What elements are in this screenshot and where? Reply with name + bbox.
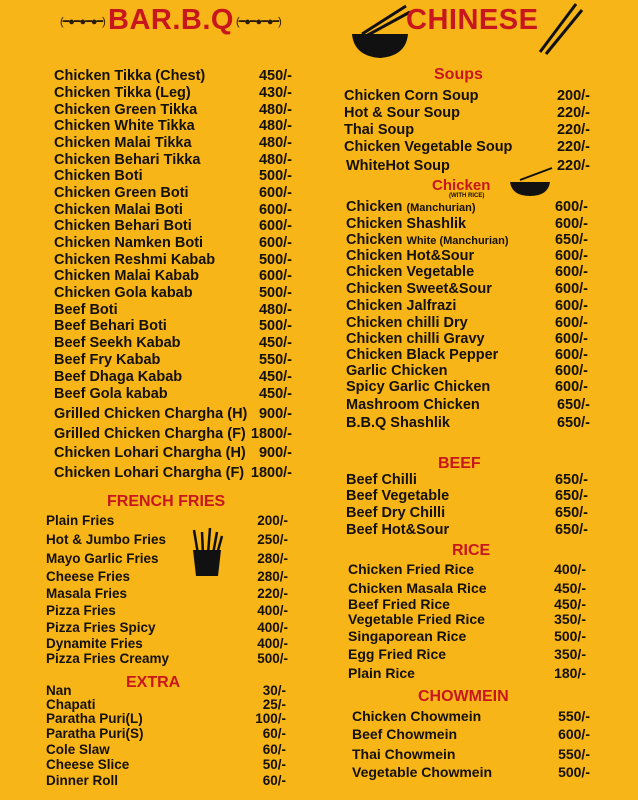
beef-item: [346, 522, 588, 538]
item-price: 600/-: [554, 248, 588, 264]
item-price: 650/-: [554, 472, 588, 488]
item-name: Cheese Fries: [46, 569, 131, 584]
item-name: Chicken Namken Boti: [54, 235, 204, 251]
item-name: Beef Vegetable: [346, 488, 450, 504]
item-price: 100/-: [255, 711, 286, 726]
item-price: 450/-: [258, 369, 292, 385]
bbq-item: [54, 318, 292, 334]
item-price: 200/-: [556, 88, 590, 104]
item-name: Grilled Chicken Chargha (H): [54, 406, 248, 422]
item-name: Cheese Slice: [46, 757, 130, 772]
item-name: Beef Seekh Kabab: [54, 335, 181, 351]
item-price: 25/-: [262, 697, 286, 712]
item-name: Chicken Lohari Chargha (H): [54, 445, 246, 461]
item-price: 600/-: [554, 363, 588, 379]
item-name: Dinner Roll: [46, 773, 119, 788]
item-name: Cole Slaw: [46, 742, 110, 757]
item-name: Chicken Tikka (Chest): [54, 68, 206, 84]
fries-item: [46, 603, 288, 618]
item-price: 400/-: [257, 620, 288, 635]
item-price: 600/-: [554, 281, 588, 297]
item-name: Beef Hot&Sour: [346, 522, 450, 538]
chicken-item: [346, 232, 588, 248]
bbq-item: [54, 386, 292, 402]
item-note: White (Manchurian): [406, 235, 509, 247]
rice-item: [348, 561, 586, 577]
beef-item: [346, 488, 588, 504]
chowmein-item: [352, 746, 590, 762]
item-price: 500/-: [258, 318, 292, 334]
item-price: 60/-: [262, 742, 286, 757]
item-name: Mayo Garlic Fries: [46, 551, 159, 566]
item-price: 600/-: [554, 379, 588, 395]
chowmein-item: [352, 764, 590, 780]
item-price: 30/-: [262, 683, 286, 698]
item-price: 220/-: [556, 122, 590, 138]
bbq-item: [54, 285, 292, 301]
item-name: Singaporean Rice: [348, 628, 467, 644]
item-name: Chicken Vegetable: [346, 264, 475, 280]
item-name: Plain Fries: [46, 513, 115, 528]
chicken-item: [346, 397, 590, 413]
item-name: Chicken Gola kabab: [54, 285, 193, 301]
item-name: Vegetable Chowmein: [352, 764, 493, 780]
bbq-item: [54, 352, 292, 368]
item-note: (Manchurian): [406, 202, 476, 214]
rice-item: [348, 596, 586, 612]
item-name: Chicken chilli Dry: [346, 315, 468, 331]
item-name: Beef Dhaga Kabab: [54, 369, 183, 385]
chicken-item: [346, 363, 588, 379]
chicken-item: [346, 379, 588, 395]
item-name: Beef Fried Rice: [348, 596, 450, 612]
item-name: Chicken Shashlik: [346, 216, 467, 232]
bbq-item: [54, 252, 292, 268]
item-price: 450/-: [258, 386, 292, 402]
item-price: 500/-: [258, 168, 292, 184]
item-price: 1800/-: [250, 426, 292, 442]
item-name: Egg Fried Rice: [348, 646, 447, 662]
fries-item: [46, 513, 288, 528]
item-name: Plain Rice: [348, 665, 415, 681]
item-price: 600/-: [258, 218, 292, 234]
item-name: Hot & Sour Soup: [344, 105, 460, 121]
item-price: 450/-: [554, 596, 586, 612]
item-price: 250/-: [257, 532, 288, 547]
bbq-item: [54, 202, 292, 218]
beef-item: [346, 472, 588, 488]
fries-item: [46, 532, 288, 547]
item-price: 600/-: [258, 185, 292, 201]
item-price: 650/-: [554, 522, 588, 538]
chicken-item: [346, 248, 588, 264]
extra-item: [46, 757, 286, 772]
bbq-item: [54, 152, 292, 168]
item-name: Chicken chilli Gravy: [346, 331, 485, 347]
item-price: 600/-: [554, 347, 588, 363]
fries-item: [46, 651, 288, 666]
item-name: Chicken Malai Boti: [54, 202, 183, 218]
soup-item: [344, 105, 590, 121]
bbq-item: [54, 102, 292, 118]
item-price: 650/-: [554, 505, 588, 521]
item-price: 500/-: [257, 651, 288, 666]
beef-title: BEEF: [438, 455, 481, 472]
item-name: Chicken Malai Kabab: [54, 268, 200, 284]
item-name: Masala Fries: [46, 586, 128, 601]
chinese-title: CHINESE: [406, 4, 539, 36]
item-price: 650/-: [554, 488, 588, 504]
item-price: 220/-: [556, 105, 590, 121]
item-price: 600/-: [554, 199, 588, 215]
item-name: Beef Gola kabab: [54, 386, 168, 402]
item-name: Chicken Malai Tikka: [54, 135, 192, 151]
item-name: Hot & Jumbo Fries: [46, 532, 167, 547]
item-name: WhiteHot Soup: [346, 158, 450, 174]
item-price: 450/-: [554, 580, 586, 596]
rice-item: [348, 646, 586, 662]
chowmein-item: [352, 726, 590, 742]
soup-item: [344, 139, 590, 155]
chicken-item: [346, 199, 588, 215]
fries-item: [46, 636, 288, 651]
item-name: Chicken Vegetable Soup: [344, 139, 513, 155]
item-name: Vegetable Fried Rice: [348, 611, 485, 627]
item-price: 900/-: [258, 445, 292, 461]
item-name: Beef Behari Boti: [54, 318, 167, 334]
bbq-item: [54, 168, 292, 184]
bbq-item: [54, 406, 292, 422]
chicken-subtitle: (WITH RICE): [449, 193, 485, 199]
item-price: 280/-: [257, 569, 288, 584]
bbq-item: [54, 118, 292, 134]
extra-item: [46, 773, 286, 788]
chicken-item: [346, 331, 588, 347]
item-price: 450/-: [258, 68, 292, 84]
item-price: 60/-: [262, 773, 286, 788]
item-name: Chicken Green Boti: [54, 185, 189, 201]
bbq-item: [54, 135, 292, 151]
item-name: Chicken Chowmein: [352, 708, 482, 724]
fries-item: [46, 586, 288, 601]
item-price: 480/-: [258, 118, 292, 134]
item-name: Nan: [46, 683, 72, 698]
item-price: 400/-: [257, 636, 288, 651]
item-price: 220/-: [257, 586, 288, 601]
fries-item: [46, 551, 288, 566]
item-name: Chapati: [46, 697, 96, 712]
soup-item: [344, 88, 590, 104]
bbq-item: [54, 445, 292, 461]
bbq-item: [54, 369, 292, 385]
extra-item: [46, 697, 286, 712]
item-name: Beef Dry Chilli: [346, 505, 446, 521]
bbq-item: [54, 85, 292, 101]
item-price: 50/-: [262, 757, 286, 772]
item-name: Mashroom Chicken: [346, 397, 480, 413]
chicken-item: [346, 264, 588, 280]
item-name: Chicken Sweet&Sour: [346, 281, 492, 297]
item-price: 1800/-: [250, 465, 292, 481]
item-name: Pizza Fries Spicy: [46, 620, 156, 635]
chicken-item: [346, 298, 588, 314]
skewer-icon-left: (━●━●━●━): [60, 16, 105, 28]
item-name: Chicken Black Pepper: [346, 347, 499, 363]
item-name: Chicken: [346, 232, 403, 248]
item-price: 600/-: [554, 315, 588, 331]
item-price: 600/-: [554, 216, 588, 232]
item-price: 480/-: [258, 135, 292, 151]
chicken-item: [346, 216, 588, 232]
item-name: Chicken Tikka (Leg): [54, 85, 191, 101]
wok-icon: [506, 166, 554, 198]
rice-title: RICE: [452, 542, 491, 559]
item-name: Garlic Chicken: [346, 363, 448, 379]
extra-item: [46, 726, 286, 741]
item-name: Beef Boti: [54, 302, 118, 318]
item-name: Paratha Puri(S): [46, 726, 144, 741]
item-price: 900/-: [258, 406, 292, 422]
item-name: Grilled Chicken Chargha (F): [54, 426, 246, 442]
bbq-title: BAR.B.Q: [108, 4, 234, 36]
item-price: 430/-: [258, 85, 292, 101]
extra-item: [46, 742, 286, 757]
soup-item: [344, 122, 590, 138]
item-name: Chicken Masala Rice: [348, 580, 487, 596]
item-name: Thai Chowmein: [352, 746, 456, 762]
item-price: 60/-: [262, 726, 286, 741]
extra-item: [46, 711, 286, 726]
extra-title: EXTRA: [126, 674, 181, 691]
item-price: 220/-: [556, 139, 590, 155]
item-name: Chicken White Tikka: [54, 118, 195, 134]
fries-item: [46, 569, 288, 584]
item-price: 600/-: [258, 235, 292, 251]
item-name: Paratha Puri(L): [46, 711, 143, 726]
rice-item: [348, 628, 586, 644]
chicken-item: [346, 281, 588, 297]
item-price: 550/-: [558, 708, 590, 724]
item-name: Beef Fry Kabab: [54, 352, 161, 368]
item-price: 480/-: [258, 302, 292, 318]
item-name: Dynamite Fries: [46, 636, 143, 651]
item-name: B.B.Q Shashlik: [346, 415, 450, 431]
item-name: Chicken Behari Tikka: [54, 152, 201, 168]
item-name: Chicken Boti: [54, 168, 143, 184]
item-price: 500/-: [554, 628, 586, 644]
chicken-item: [346, 415, 590, 431]
item-price: 220/-: [556, 158, 590, 174]
chicken-item: [346, 315, 588, 331]
item-price: 480/-: [258, 152, 292, 168]
bbq-item: [54, 235, 292, 251]
noodle-bowl-icon: [350, 4, 412, 62]
item-price: 600/-: [558, 726, 590, 742]
item-price: 180/-: [554, 665, 586, 681]
bbq-item: [54, 68, 292, 84]
soups-title: Soups: [434, 66, 483, 83]
item-price: 450/-: [258, 335, 292, 351]
item-name: Thai Soup: [344, 122, 415, 138]
rice-item: [348, 665, 586, 681]
item-name: Chicken Reshmi Kabab: [54, 252, 216, 268]
chowmein-item: [352, 708, 590, 724]
item-price: 600/-: [554, 298, 588, 314]
item-price: 350/-: [554, 646, 586, 662]
fries-title: FRENCH FRIES: [107, 493, 226, 510]
rice-item: [348, 580, 586, 596]
item-price: 480/-: [258, 102, 292, 118]
skewer-icon-right: (━●━●━●━): [236, 16, 281, 28]
item-name: Chicken Hot&Sour: [346, 248, 475, 264]
chowmein-title: CHOWMEIN: [418, 688, 509, 705]
extra-item: [46, 683, 286, 698]
item-price: 650/-: [556, 397, 590, 413]
chicken-title: Chicken: [432, 177, 491, 194]
item-price: 600/-: [554, 331, 588, 347]
item-price: 550/-: [258, 352, 292, 368]
item-name: Chicken Behari Boti: [54, 218, 192, 234]
item-name: Beef Chowmein: [352, 726, 458, 742]
item-price: 600/-: [554, 264, 588, 280]
item-price: 400/-: [257, 603, 288, 618]
item-price: 550/-: [558, 746, 590, 762]
item-price: 500/-: [258, 285, 292, 301]
item-name: Spicy Garlic Chicken: [346, 379, 491, 395]
bbq-item: [54, 185, 292, 201]
bbq-item: [54, 335, 292, 351]
bbq-item: [54, 465, 292, 481]
item-name: Chicken: [346, 199, 403, 215]
item-price: 200/-: [257, 513, 288, 528]
item-name: Chicken Lohari Chargha (F): [54, 465, 245, 481]
beef-item: [346, 505, 588, 521]
fries-item: [46, 620, 288, 635]
item-name: Pizza Fries Creamy: [46, 651, 170, 666]
item-price: 650/-: [556, 415, 590, 431]
item-price: 650/-: [554, 232, 588, 248]
chicken-item: [346, 347, 588, 363]
bbq-item: [54, 218, 292, 234]
bbq-item: [54, 426, 292, 442]
item-name: Pizza Fries: [46, 603, 116, 618]
item-name: Beef Chilli: [346, 472, 417, 488]
item-price: 500/-: [558, 764, 590, 780]
bbq-item: [54, 268, 292, 284]
item-price: 600/-: [258, 268, 292, 284]
chopsticks-icon: [536, 2, 586, 56]
item-price: 500/-: [258, 252, 292, 268]
item-name: Chicken Corn Soup: [344, 88, 479, 104]
rice-item: [348, 611, 586, 627]
item-name: Chicken Fried Rice: [348, 561, 475, 577]
item-price: 350/-: [554, 611, 586, 627]
item-name: Chicken Green Tikka: [54, 102, 198, 118]
item-name: Chicken Jalfrazi: [346, 298, 457, 314]
item-price: 400/-: [554, 561, 586, 577]
item-price: 280/-: [257, 551, 288, 566]
bbq-item: [54, 302, 292, 318]
item-price: 600/-: [258, 202, 292, 218]
